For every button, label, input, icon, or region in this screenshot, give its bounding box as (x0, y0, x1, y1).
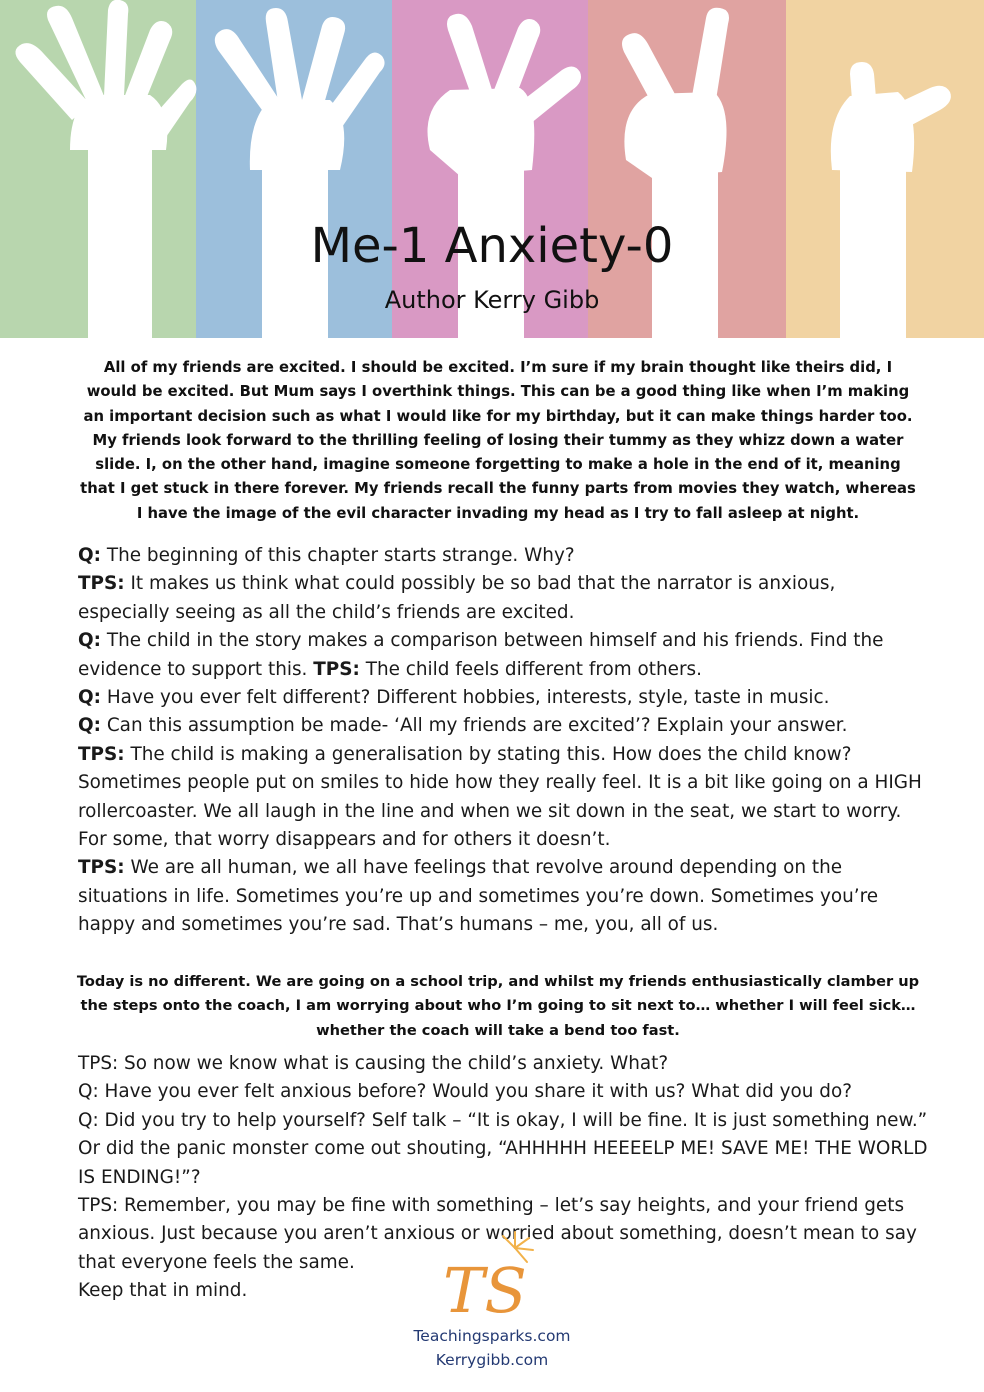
logo-text: TS (443, 1254, 527, 1324)
answer-line: TPS: We are all human, we all have feelings that revolve around depending on the situations in life. Sometimes you’re up and sometimes you’re down. Sometimes you’re happy and sometimes you’re sad. That’s humans – me, you, all of us. (78, 857, 879, 936)
question-line: Q: Have you ever felt different? Different hobbies, interests, style, taste in music. (78, 687, 830, 709)
question-line: Q: The beginning of this chapter starts strange. Why? (78, 545, 575, 566)
answer-line: TPS: The child is making a generalisation by stating this. How does the child know? Sometimes people put on smiles to hide how they really feel. It is a bit like going on a HIGH rollercoaster. We all laugh in the line and when we sit down in the seat, we start to worry. For some, that worry disappears and for others it doesn’t. (78, 743, 922, 851)
discussion-line: Q: Did you try to help yourself? Self talk – “It is okay, I will be fine. It is just something new.” Or did the panic monster come out shouting, “AHHHHH HEEEELP ME! SAVE ME! THE WORLD IS ENDING!”? (78, 1109, 928, 1188)
story-excerpt-2: Today is no different. We are going on a school trip, and whilst my friends enthusiastically clamber up the steps onto the coach, I am worrying about who I’m going to sit next to… whether I will feel sick…whether the coach will take a bend too fast. (76, 973, 920, 1039)
page-title: Me-1 Anxiety-0 (310, 218, 674, 274)
question-line: Q: The child in the story makes a comparison between himself and his friends. Find the evidence to support this. TPS: The child feels different from others. (78, 630, 884, 680)
discussion-line: Q: Have you ever felt anxious before? Would you share it with us? What did you do? (78, 1081, 852, 1103)
author-line: Author Kerry Gibb (384, 286, 600, 314)
teachingsparks-logo-icon (435, 1228, 545, 1324)
kerrygibb-link[interactable]: Kerrygibb.com (435, 1351, 549, 1369)
discussion-line: TPS: So now we know what is causing the child’s anxiety. What? (78, 1053, 669, 1074)
discussion-block-1 (78, 542, 928, 940)
discussion-line: TPS: Remember, you may be fine with something – let’s say heights, and your friend gets anxious. Just because you aren’t anxious or worried about something, doesn’t mean to say that everyone feels the same. (78, 1195, 917, 1273)
question-line: Q: Can this assumption be made- ‘All my friends are excited’? Explain your answer. (78, 715, 848, 737)
answer-line: TPS: It makes us think what could possibly be so bad that the narrator is anxious, especially seeing as all the child’s friends are excited. (78, 573, 836, 623)
teachingsparks-link[interactable]: Teachingsparks.com (413, 1327, 571, 1345)
discussion-line: Keep that in mind. (78, 1280, 248, 1302)
story-excerpt-1: All of my friends are excited. I should be excited. I’m sure if my brain thought like theirs did, I would be excited. But Mum says I overthink things. This can be a good thing like when I’m making an important decision such as what I would like for my birthday, but it can make things harder too. My friends look forward to the thrilling feeling of losing their tummy as they whizz down a water slide. I, on the other hand, imagine someone forgetting to make a hole in the end of it, meaning that I get stuck in there forever. My friends recall the funny parts from movies they watch, whereas I have the image of the evil character invading my head as I try to fall asleep at night. (80, 359, 916, 522)
